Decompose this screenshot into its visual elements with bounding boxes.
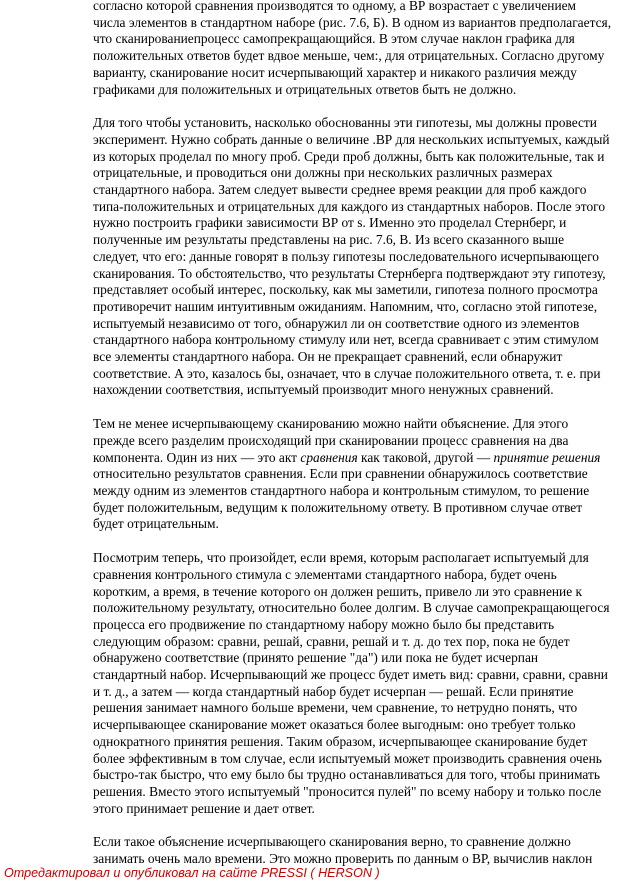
paragraph-spacer bbox=[93, 399, 613, 416]
document-page bbox=[93, 0, 613, 868]
paragraph-1: согласно которой сравнения производятся то одному, а ВР возрастает с увеличением числа элементов в стандартном наборе (рис. 7.6, Б). В одном из вариантов предполагается, что сканированиепроцесс самопрекращающийся. В этом случае наклон графика для положительных ответов будет вдвое меньше, чем:, для отрицательных. Согласно другому варианту, сканирование носит исчерпывающий характер и никакого различия между графиками для положительных и отрицательных ответов быть не должно. bbox=[93, 0, 612, 97]
publisher-footer: Отредактировал и опубликовал на сайте PRESSI ( HERSON ) bbox=[4, 866, 380, 880]
paragraph-3-text-end: относительно результатов сравнения. Если при сравнении обнаружилось соответствие между одним из элементов стандартного набора и контрольным стимулом, то решение будет положительным, ведущим к положительному ответу. В противном случае ответ будет отрицательным. bbox=[93, 466, 590, 532]
paragraph-spacer bbox=[93, 817, 613, 834]
paragraph-spacer bbox=[93, 98, 613, 115]
italic-term-comparison: сравнения bbox=[300, 449, 358, 465]
paragraph-3-text-start: Тем не менее исчерпывающему сканированию можно найти объяснение. Для этого прежде всего разделим происходящий при сканировании процесс сравнения на два компонента. Один из них — это акт bbox=[93, 416, 569, 465]
italic-term-decision: принятие решения bbox=[493, 449, 601, 465]
paragraph-5: Если такое объяснение исчерпывающего сканирования верно, то сравнение должно занимать очень мало времени. Это можно проверить по данным о ВР, вычислив наклон bbox=[93, 834, 593, 867]
paragraph-4: Посмотрим теперь, что произойдет, если время, которым располагает испытуемый для сравнения контрольного стимула с элементами стандартного набора, будет очень коротким, а время, в течение которого он должен решить, привело ли это сравнение к положительному результату, относительно более долгим. В случае самопрекращающегося процесса его продвижение по стандартному набору можно было бы представить следующим образом: сравни, решай, сравни, решай и т. д. до тех пор, пока не будет обнаружено соответствие (принято решение "да") или пока не будет исчерпан стандартный набор. Исчерпывающий же процесс будет иметь вид: сравни, сравни, сравни и т. д., а затем — когда стандартный набор будет исчерпан — решай. Если принятие решения занимает намного больше времени, чем сравнение, то нетрудно понять, что исчерпывающее сканирование может оказаться более выгодным: оно требует только однократного принятия решения. Таким образом, исчерпывающее сканирование будет более эффективным в том случае, если испытуемый может производить сравнения очень быстро-так быстро, что ему было бы трудно останавливаться для того, чтобы принимать решения. Вместо этого испытуемый "проносится пулей" по всему набору и только после этого принимает решение и дает ответ. bbox=[93, 550, 610, 816]
paragraph-3 bbox=[93, 416, 613, 533]
paragraph-3-text-middle: как таковой, другой — bbox=[357, 449, 494, 465]
paragraph-spacer bbox=[93, 533, 613, 550]
paragraph-2: Для того чтобы установить, насколько обоснованны эти гипотезы, мы должны провести эксперимент. Нужно собрать данные о величине .ВР для нескольких испытуемых, каждый из которых проделал по многу проб. Среди проб должны, быть как положительные, так и отрицательные, и проводиться они должны при нескольких различных размерах стандартного набора. Затем следует вывести среднее время реакции для проб каждого типа-положительных и отрицательных для каждого из стандартных наборов. После этого нужно построить графики зависимости ВР от s. Именно это проделал Стернберг, и полученные им результаты представлены на рис. 7.6, В. Из всего сказанного выше следует, что его: данные говорят в пользу гипотезы последовательного исчерпывающего сканирования. То обстоятельство, что результаты Стернберга подтверждают эту гипотезу, представляет особый интерес, поскольку, как мы заметили, гипотеза полного просмотра противоречит нашим интуитивным ожиданиям. Напомним, что, согласно этой гипотезе, испытуемый независимо от того, обнаружил ли он соответствие одного из элементов стандартного набора контрольному стимулу или нет, всегда сравнивает с этим стимулом все элементы стандартного набора. Он не прекращает сравнений, если обнаружит соответствие. А это, казалось бы, означает, что в случае положительного ответа, т. е. при нахождении соответствия, испытуемый производит много ненужных сравнений. bbox=[93, 115, 610, 398]
